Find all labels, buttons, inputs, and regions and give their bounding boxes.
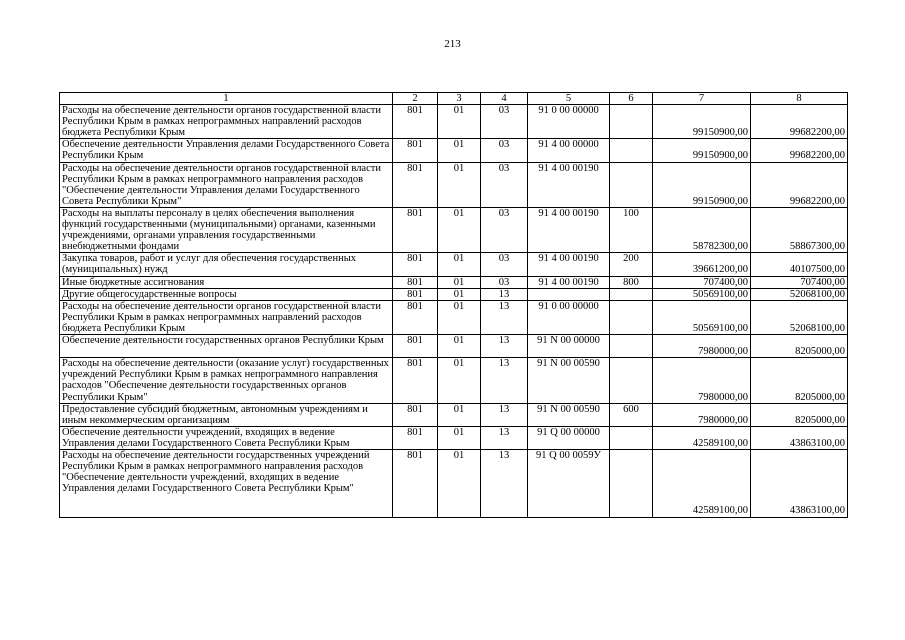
col-5-value: 91 4 00 00190: [528, 207, 610, 252]
row-name: Закупка товаров, работ и услуг для обеспечения государственных (муниципальных) нужд: [60, 253, 393, 276]
col-6-value: [610, 288, 653, 300]
col-2-value: 801: [393, 426, 438, 449]
col-4-value: 13: [481, 449, 528, 517]
col-4-value: 13: [481, 358, 528, 403]
col-8-sum: 52068100,00: [751, 300, 848, 334]
col-5-value: 91 Q 00 0059У: [528, 449, 610, 517]
col-8-sum: 99682200,00: [751, 139, 848, 162]
col-7-sum: 7980000,00: [653, 358, 751, 403]
table-header-row: [60, 93, 848, 105]
col-7-sum: 42589100,00: [653, 449, 751, 517]
col-8-sum: 99682200,00: [751, 105, 848, 139]
col-8-sum: 52068100,00: [751, 288, 848, 300]
col-2-value: 801: [393, 253, 438, 276]
col-6-value: [610, 358, 653, 403]
column-header: 4: [481, 93, 528, 105]
row-name: Расходы на выплаты персоналу в целях обеспечения выполнения функций государственными (муниципальными) органами, казенными учреждениями, органами управления государственными внебюджетными фондами: [60, 207, 393, 252]
col-4-value: 03: [481, 162, 528, 207]
col-3-value: 01: [438, 288, 481, 300]
col-6-value: 600: [610, 403, 653, 426]
row-name: Расходы на обеспечение деятельности органов государственной власти Республики Крым в рамках непрограммных направлений расходов бюджета Республики Крым: [60, 300, 393, 334]
col-7-sum: 99150900,00: [653, 139, 751, 162]
col-3-value: 01: [438, 162, 481, 207]
col-7-sum: 42589100,00: [653, 426, 751, 449]
col-8-sum: 40107500,00: [751, 253, 848, 276]
table-row: [60, 253, 848, 276]
col-4-value: 13: [481, 288, 528, 300]
row-name: Иные бюджетные ассигнования: [60, 276, 393, 288]
col-4-value: 03: [481, 207, 528, 252]
col-2-value: 801: [393, 288, 438, 300]
col-6-value: 100: [610, 207, 653, 252]
row-name: Предоставление субсидий бюджетным, автономным учреждениям и иным некоммерческим организациям: [60, 403, 393, 426]
column-header: 5: [528, 93, 610, 105]
col-3-value: 01: [438, 300, 481, 334]
col-6-value: [610, 335, 653, 358]
column-header: 6: [610, 93, 653, 105]
col-4-value: 03: [481, 139, 528, 162]
col-3-value: 01: [438, 403, 481, 426]
row-name: Обеспечение деятельности учреждений, входящих в ведение Управления делами Государственного Совета Республики Крым: [60, 426, 393, 449]
col-3-value: 01: [438, 276, 481, 288]
col-6-value: [610, 139, 653, 162]
col-5-value: [528, 288, 610, 300]
table-row: [60, 449, 848, 517]
col-4-value: 03: [481, 276, 528, 288]
col-2-value: 801: [393, 335, 438, 358]
col-3-value: 01: [438, 358, 481, 403]
col-5-value: 91 N 00 00590: [528, 358, 610, 403]
col-4-value: 13: [481, 335, 528, 358]
col-7-sum: 50569100,00: [653, 288, 751, 300]
col-7-sum: 39661200,00: [653, 253, 751, 276]
col-5-value: 91 4 00 00190: [528, 276, 610, 288]
col-3-value: 01: [438, 449, 481, 517]
table-row: [60, 207, 848, 252]
col-3-value: 01: [438, 335, 481, 358]
column-header: 8: [751, 93, 848, 105]
col-2-value: 801: [393, 276, 438, 288]
row-name: Обеспечение деятельности государственных органов Республики Крым: [60, 335, 393, 358]
col-3-value: 01: [438, 426, 481, 449]
col-8-sum: 99682200,00: [751, 162, 848, 207]
col-8-sum: 8205000,00: [751, 403, 848, 426]
col-2-value: 801: [393, 449, 438, 517]
col-4-value: 13: [481, 300, 528, 334]
col-7-sum: 707400,00: [653, 276, 751, 288]
col-3-value: 01: [438, 139, 481, 162]
col-2-value: 801: [393, 358, 438, 403]
col-4-value: 03: [481, 105, 528, 139]
col-8-sum: 43863100,00: [751, 426, 848, 449]
table-row: [60, 162, 848, 207]
col-7-sum: 7980000,00: [653, 335, 751, 358]
col-5-value: 91 4 00 00000: [528, 139, 610, 162]
budget-table: [59, 92, 848, 518]
col-4-value: 03: [481, 253, 528, 276]
row-name: Расходы на обеспечение деятельности органов государственной власти Республики Крым в рамках непрограммных направлений расходов бюджета Республики Крым: [60, 105, 393, 139]
table-row: [60, 288, 848, 300]
col-3-value: 01: [438, 105, 481, 139]
col-6-value: 200: [610, 253, 653, 276]
col-8-sum: 58867300,00: [751, 207, 848, 252]
column-header: 2: [393, 93, 438, 105]
column-header: 3: [438, 93, 481, 105]
col-8-sum: 8205000,00: [751, 335, 848, 358]
col-5-value: 91 0 00 00000: [528, 105, 610, 139]
table-row: [60, 105, 848, 139]
col-3-value: 01: [438, 253, 481, 276]
col-8-sum: 43863100,00: [751, 449, 848, 517]
page-number: 213: [444, 38, 461, 50]
col-5-value: 91 0 00 00000: [528, 300, 610, 334]
col-6-value: [610, 300, 653, 334]
col-8-sum: 707400,00: [751, 276, 848, 288]
col-2-value: 801: [393, 139, 438, 162]
table-row: [60, 276, 848, 288]
col-5-value: 91 N 00 00000: [528, 335, 610, 358]
col-7-sum: 7980000,00: [653, 403, 751, 426]
col-4-value: 13: [481, 403, 528, 426]
col-4-value: 13: [481, 426, 528, 449]
row-name: Другие общегосударственные вопросы: [60, 288, 393, 300]
table-row: [60, 300, 848, 334]
col-7-sum: 50569100,00: [653, 300, 751, 334]
col-6-value: [610, 426, 653, 449]
col-6-value: [610, 105, 653, 139]
column-header: 1: [60, 93, 393, 105]
col-7-sum: 99150900,00: [653, 162, 751, 207]
col-7-sum: 99150900,00: [653, 105, 751, 139]
col-6-value: [610, 162, 653, 207]
col-2-value: 801: [393, 105, 438, 139]
col-2-value: 801: [393, 207, 438, 252]
col-7-sum: 58782300,00: [653, 207, 751, 252]
col-5-value: 91 4 00 00190: [528, 162, 610, 207]
table-row: [60, 426, 848, 449]
table-row: [60, 335, 848, 358]
col-3-value: 01: [438, 207, 481, 252]
col-6-value: 800: [610, 276, 653, 288]
row-name: Обеспечение деятельности Управления делами Государственного Совета Республики Крым: [60, 139, 393, 162]
column-header: 7: [653, 93, 751, 105]
col-2-value: 801: [393, 403, 438, 426]
table-row: [60, 139, 848, 162]
row-name: Расходы на обеспечение деятельности государственных учреждений Республики Крым в рамках непрограммного направления расходов "Обеспечение деятельности учреждений, входящих в ведение Управления делами Государственного Совета Республики Крым": [60, 449, 393, 517]
col-5-value: 91 N 00 00590: [528, 403, 610, 426]
col-8-sum: 8205000,00: [751, 358, 848, 403]
col-5-value: 91 Q 00 00000: [528, 426, 610, 449]
col-2-value: 801: [393, 162, 438, 207]
col-5-value: 91 4 00 00190: [528, 253, 610, 276]
col-2-value: 801: [393, 300, 438, 334]
table-row: [60, 403, 848, 426]
table-row: [60, 358, 848, 403]
col-6-value: [610, 449, 653, 517]
row-name: Расходы на обеспечение деятельности органов государственной власти Республики Крым в рамках непрограммного направления расходов "Обеспечение деятельности Управления делами Государственного Совета Республики Крым": [60, 162, 393, 207]
row-name: Расходы на обеспечение деятельности (оказание услуг) государственных учреждений Республики Крым в рамках непрограммного направления расходов "Обеспечение деятельности государственных органов Республики Крым": [60, 358, 393, 403]
